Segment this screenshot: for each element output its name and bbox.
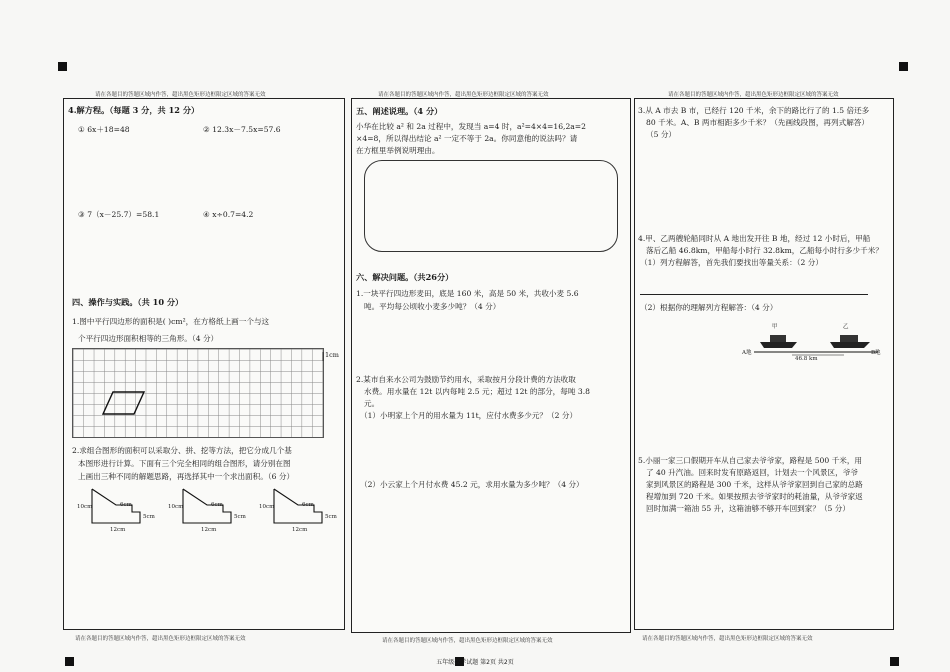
water-question-line3: 元。	[364, 399, 380, 408]
equation-3: ③ 7（x－25.7）=58.1	[78, 210, 160, 219]
bottom-notice-middle: 请在各题目的答题区域内作答，超出黑色矩形边框限定区域的答案无效	[382, 638, 553, 644]
bottom-notice-right: 请在各题目的答题区域内作答，超出黑色矩形边框限定区域的答案无效	[642, 636, 813, 642]
ship-a-label: 甲	[772, 324, 778, 330]
top-notice-left: 请在各题目的答题区域内作答，超出黑色矩形边框限定区域的答案无效	[95, 92, 266, 98]
composite-figure-1	[92, 489, 140, 523]
ship-question-part2: （2）根据你的理解列方程解答：（4 分）	[640, 303, 778, 312]
fig1-dim-left: 10cm	[77, 504, 93, 510]
operation-section-title: 四、操作与实践。（共 10 分）	[72, 297, 184, 307]
water-subquestion-1: （1）小明家上个月的用水量为 11t，应付水费多少元？（2 分）	[360, 411, 578, 420]
fig2-dim-right: 5cm	[234, 514, 246, 520]
grid-unit-label: 1cm	[325, 351, 339, 359]
fig2-dim-left: 10cm	[168, 504, 184, 510]
reasoning-answer-box[interactable]	[364, 160, 618, 252]
top-notice-right: 请在各题目的答题区域内作答，超出黑色矩形边框限定区域的答案无效	[668, 92, 839, 98]
distance-question-line1: 3.从 A 市去 B 市，已经行 120 千米，余下的路比行了的 1.5 倍还多	[638, 106, 870, 115]
reasoning-line3: 在方框里举例说明理由。	[356, 146, 440, 155]
bottom-notice-left: 请在各题目的答题区域内作答，超出黑色矩形边框限定区域的答案无效	[75, 636, 246, 642]
ship-question-part1: （1）列方程解答，首先我们要找出等量关系：（2 分）	[640, 258, 823, 267]
fuel-question-line1: 5.小丽一家三口假期开车从自己家去爷爷家，路程是 500 千米，用	[638, 456, 863, 465]
composite-question-line3: 上画出三种不同的解题思路，再选择其中一个求出面积。（6 分）	[78, 472, 295, 481]
equation-1: ① 6x＋18=48	[78, 125, 130, 134]
ship-question-line2: 落后乙船 46.8km，甲船每小时行 32.8km，乙船每小时行多少千米？	[646, 246, 883, 255]
fig3-dim-left: 10cm	[259, 504, 275, 510]
fig3-dim-right: 5cm	[325, 514, 337, 520]
fuel-question-line3: 家到风景区的路程是 300 千米，这样从爷爷家回到自己家的总路	[646, 480, 863, 489]
reasoning-line1: 小华在比较 a² 和 2a 过程中，发现当 a=4 时，a²=4×4=16,2a=2	[356, 122, 586, 131]
ship-start-label: A地	[742, 350, 752, 356]
composite-figure-3	[274, 489, 322, 523]
wheat-question-line1: 1.一块平行四边形麦田，底是 160 米，高是 50 米，共收小麦 5.6	[356, 289, 579, 298]
water-question-line1: 2.某市自来水公司为鼓励节约用水，采取按月分段计费的方法收取	[356, 375, 576, 384]
fig1-dim-bottom: 12cm	[110, 527, 126, 533]
fig1-dim-top: 6cm	[120, 502, 132, 508]
equivalence-answer-line[interactable]	[640, 294, 868, 295]
equation-section-title: 4.解方程。（每题 3 分，共 12 分）	[68, 105, 200, 115]
top-notice-middle: 请在各题目的答题区域内作答，超出黑色矩形边框限定区域的答案无效	[378, 92, 549, 98]
fig2-dim-top: 6cm	[211, 502, 223, 508]
fig3-dim-top: 6cm	[302, 502, 314, 508]
corner-mark-tl	[58, 62, 67, 71]
fig1-dim-right: 5cm	[143, 514, 155, 520]
wheat-question-line2: 吨。平均每公顷收小麦多少吨？（4 分）	[364, 302, 501, 311]
grid-question-line2: 个平行四边形面积相等的三角形。（4 分）	[78, 334, 219, 343]
grid-question-line1: 1.图中平行四边形的面积是( )cm²，在方格纸上画一个与这	[72, 317, 270, 326]
fuel-question-line4: 程增加到 720 千米。如果按照去爷爷家时的耗油量，从爷爷家返	[646, 492, 863, 501]
ship-b-label: 乙	[843, 324, 849, 330]
fig3-dim-bottom: 12cm	[292, 527, 308, 533]
distance-question-line3: （5 分）	[646, 130, 677, 139]
ship-end-label: B地	[871, 350, 881, 356]
ship-b-icon	[830, 335, 870, 348]
composite-question-line1: 2.求组合图形的面积可以采取分、拼、挖等方法，把它分成几个基	[72, 446, 292, 455]
water-subquestion-2: （2）小云家上个月付水费 45.2 元，求用水量为多少吨？（4 分）	[360, 480, 584, 489]
fig2-dim-bottom: 12cm	[201, 527, 217, 533]
reasoning-section-title: 五、阐述说理。（4 分）	[356, 106, 443, 116]
fuel-question-line5: 回时加满一箱油 55 升，这箱油够不够开车回到家？（5 分）	[646, 504, 850, 513]
composite-question-line2: 本图形进行计算。下面有三个完全相同的组合图形，请分别在图	[78, 459, 291, 468]
grid-overlay	[72, 348, 347, 438]
distance-question-line2: 80 千米。A、B 两市相距多少千米？（先画线段图，再列式解答）	[646, 118, 869, 127]
composite-figure-2	[183, 489, 231, 523]
page-footer: 五年级数学试题 第2页 共2页	[436, 659, 514, 666]
corner-mark-tr	[899, 62, 908, 71]
water-question-line2: 水费。用水量在 12t 以内每吨 2.5 元；超过 12t 的部分，每吨 3.8	[364, 387, 590, 396]
right-answer-panel	[634, 98, 894, 630]
reasoning-line2: ×4=8，所以得出结论 a² 一定不等于 2a。你同意他的说法吗？请	[356, 134, 578, 143]
ship-a-icon	[760, 335, 797, 348]
parallelogram-shape	[103, 392, 144, 414]
fuel-question-line2: 了 40 升汽油。回来时发有原路返回，计划去一个风景区，爷爷	[646, 468, 858, 477]
equation-2: ② 12.3x－7.5x=57.6	[203, 125, 281, 134]
ship-gap-label: 46.8 km	[795, 356, 818, 362]
ship-question-line1: 4.甲、乙两艘轮船同时从 A 地出发开往 B 地，经过 12 小时后，甲船	[638, 234, 871, 243]
problem-section-title: 六、解决问题。（共26分）	[356, 272, 454, 282]
equation-4: ④ x÷0.7=4.2	[203, 210, 254, 219]
